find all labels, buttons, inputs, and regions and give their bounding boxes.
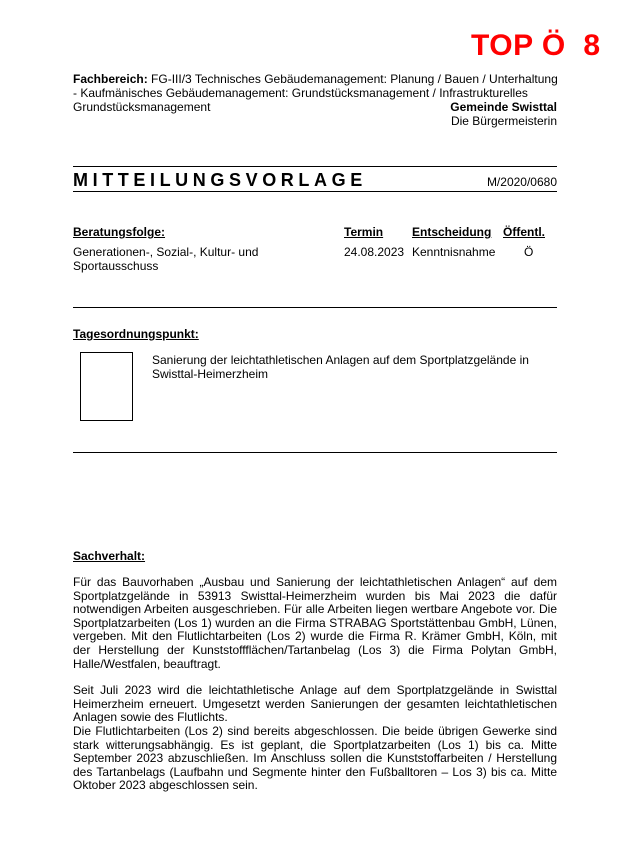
consultation-date: 24.08.2023 [344, 245, 405, 259]
consultation-rule [73, 307, 557, 308]
consultation-body: Generationen-, Sozial-, Kultur- und Sportausschuss [73, 245, 259, 273]
facts-paragraph: Für das Bauvorhaben „Ausbau und Sanierung der leichtathletischen Anlagen“ auf dem Sportplatzgelände in 53913 Swisttal-Heimerzheim wurden bis Mai 2023 die dafür notwendigen Arbeiten ausgeschrieben. Für alle Arbeiten liegen wertbare Angebote vor. Die Sportplatzarbeiten (Los 1) wurden an die Firma STRABAG Sportstättenbau GmbH, Lünen, vergeben. Mit den Flutlichtarbeiten (Los 2) wurde die Firma R. Krämer GmbH, Köln, mit der Herstellung der Kunststoffflächen/Tartanbelag (Los 3) die Firma Polytan GmbH, Halle/Westfalen, beauftragt. [73, 575, 557, 671]
title-rule-bottom [73, 191, 557, 192]
agenda-text: Sanierung der leichtathletischen Anlagen auf dem Sportplatzgelände in Swisttal-Heimerzheim [152, 353, 529, 381]
facts-paragraph: Seit Juli 2023 wird die leichtathletische Anlage auf dem Sportplatzgelände in Swisttal Heimerzheim erneuert. Umgesetzt werden Sanierungen der gesamten leichtathletischen Anlagen sowie des Flutlichts. [73, 683, 557, 725]
agenda-rule [73, 452, 557, 453]
title-rule-top [73, 166, 557, 167]
issuer-name: Die Bürgermeisterin [450, 114, 557, 128]
top-label: TOP Ö 8 [471, 29, 601, 62]
agenda-number-box [80, 352, 133, 421]
consultation-header-public: Öffentl. [503, 225, 545, 239]
consultation-public: Ö [524, 245, 534, 259]
facts-label: Sachverhalt: [73, 549, 146, 563]
municipality-name: Gemeinde Swisttal [450, 100, 557, 114]
agenda-label: Tagesordnungspunkt: [73, 327, 199, 341]
document-number: M/2020/0680 [486, 175, 557, 189]
consultation-header-body: Beratungsfolge: [73, 225, 166, 239]
facts-paragraph: Die Flutlichtarbeiten (Los 2) sind bereits abgeschlossen. Die beide übrigen Gewerke sind stark witterungsabhängig. Es ist geplant, die Sportplatzarbeiten (Los 1) bis ca. Mitte September 2023 abzuschließen. Im Anschluss sollen die Kunststoffarbeiten / Herstellung des Tartanbelags (Laufbahn und Segmente hinter den Fußballtoren – Los 3) bis ca. Mitte Oktober 2023 abgeschlossen sein. [73, 724, 557, 793]
issuer-block [420, 100, 557, 128]
department-label: Fachbereich: [73, 72, 148, 86]
consultation-header-decision: Entscheidung [412, 225, 492, 239]
consultation-header-date: Termin [344, 225, 384, 239]
consultation-decision: Kenntnisnahme [412, 245, 496, 259]
document-title: MITTEILUNGSVORLAGE [73, 170, 367, 190]
department-text: FG-III/3 Technisches Gebäudemanagement: Planung / Bauen / Unterhaltung - Kaufmänisches Gebäudemanagement: Grundstücksmanagement / Infrastrukturelles Grundstücksmanagement [73, 72, 558, 114]
